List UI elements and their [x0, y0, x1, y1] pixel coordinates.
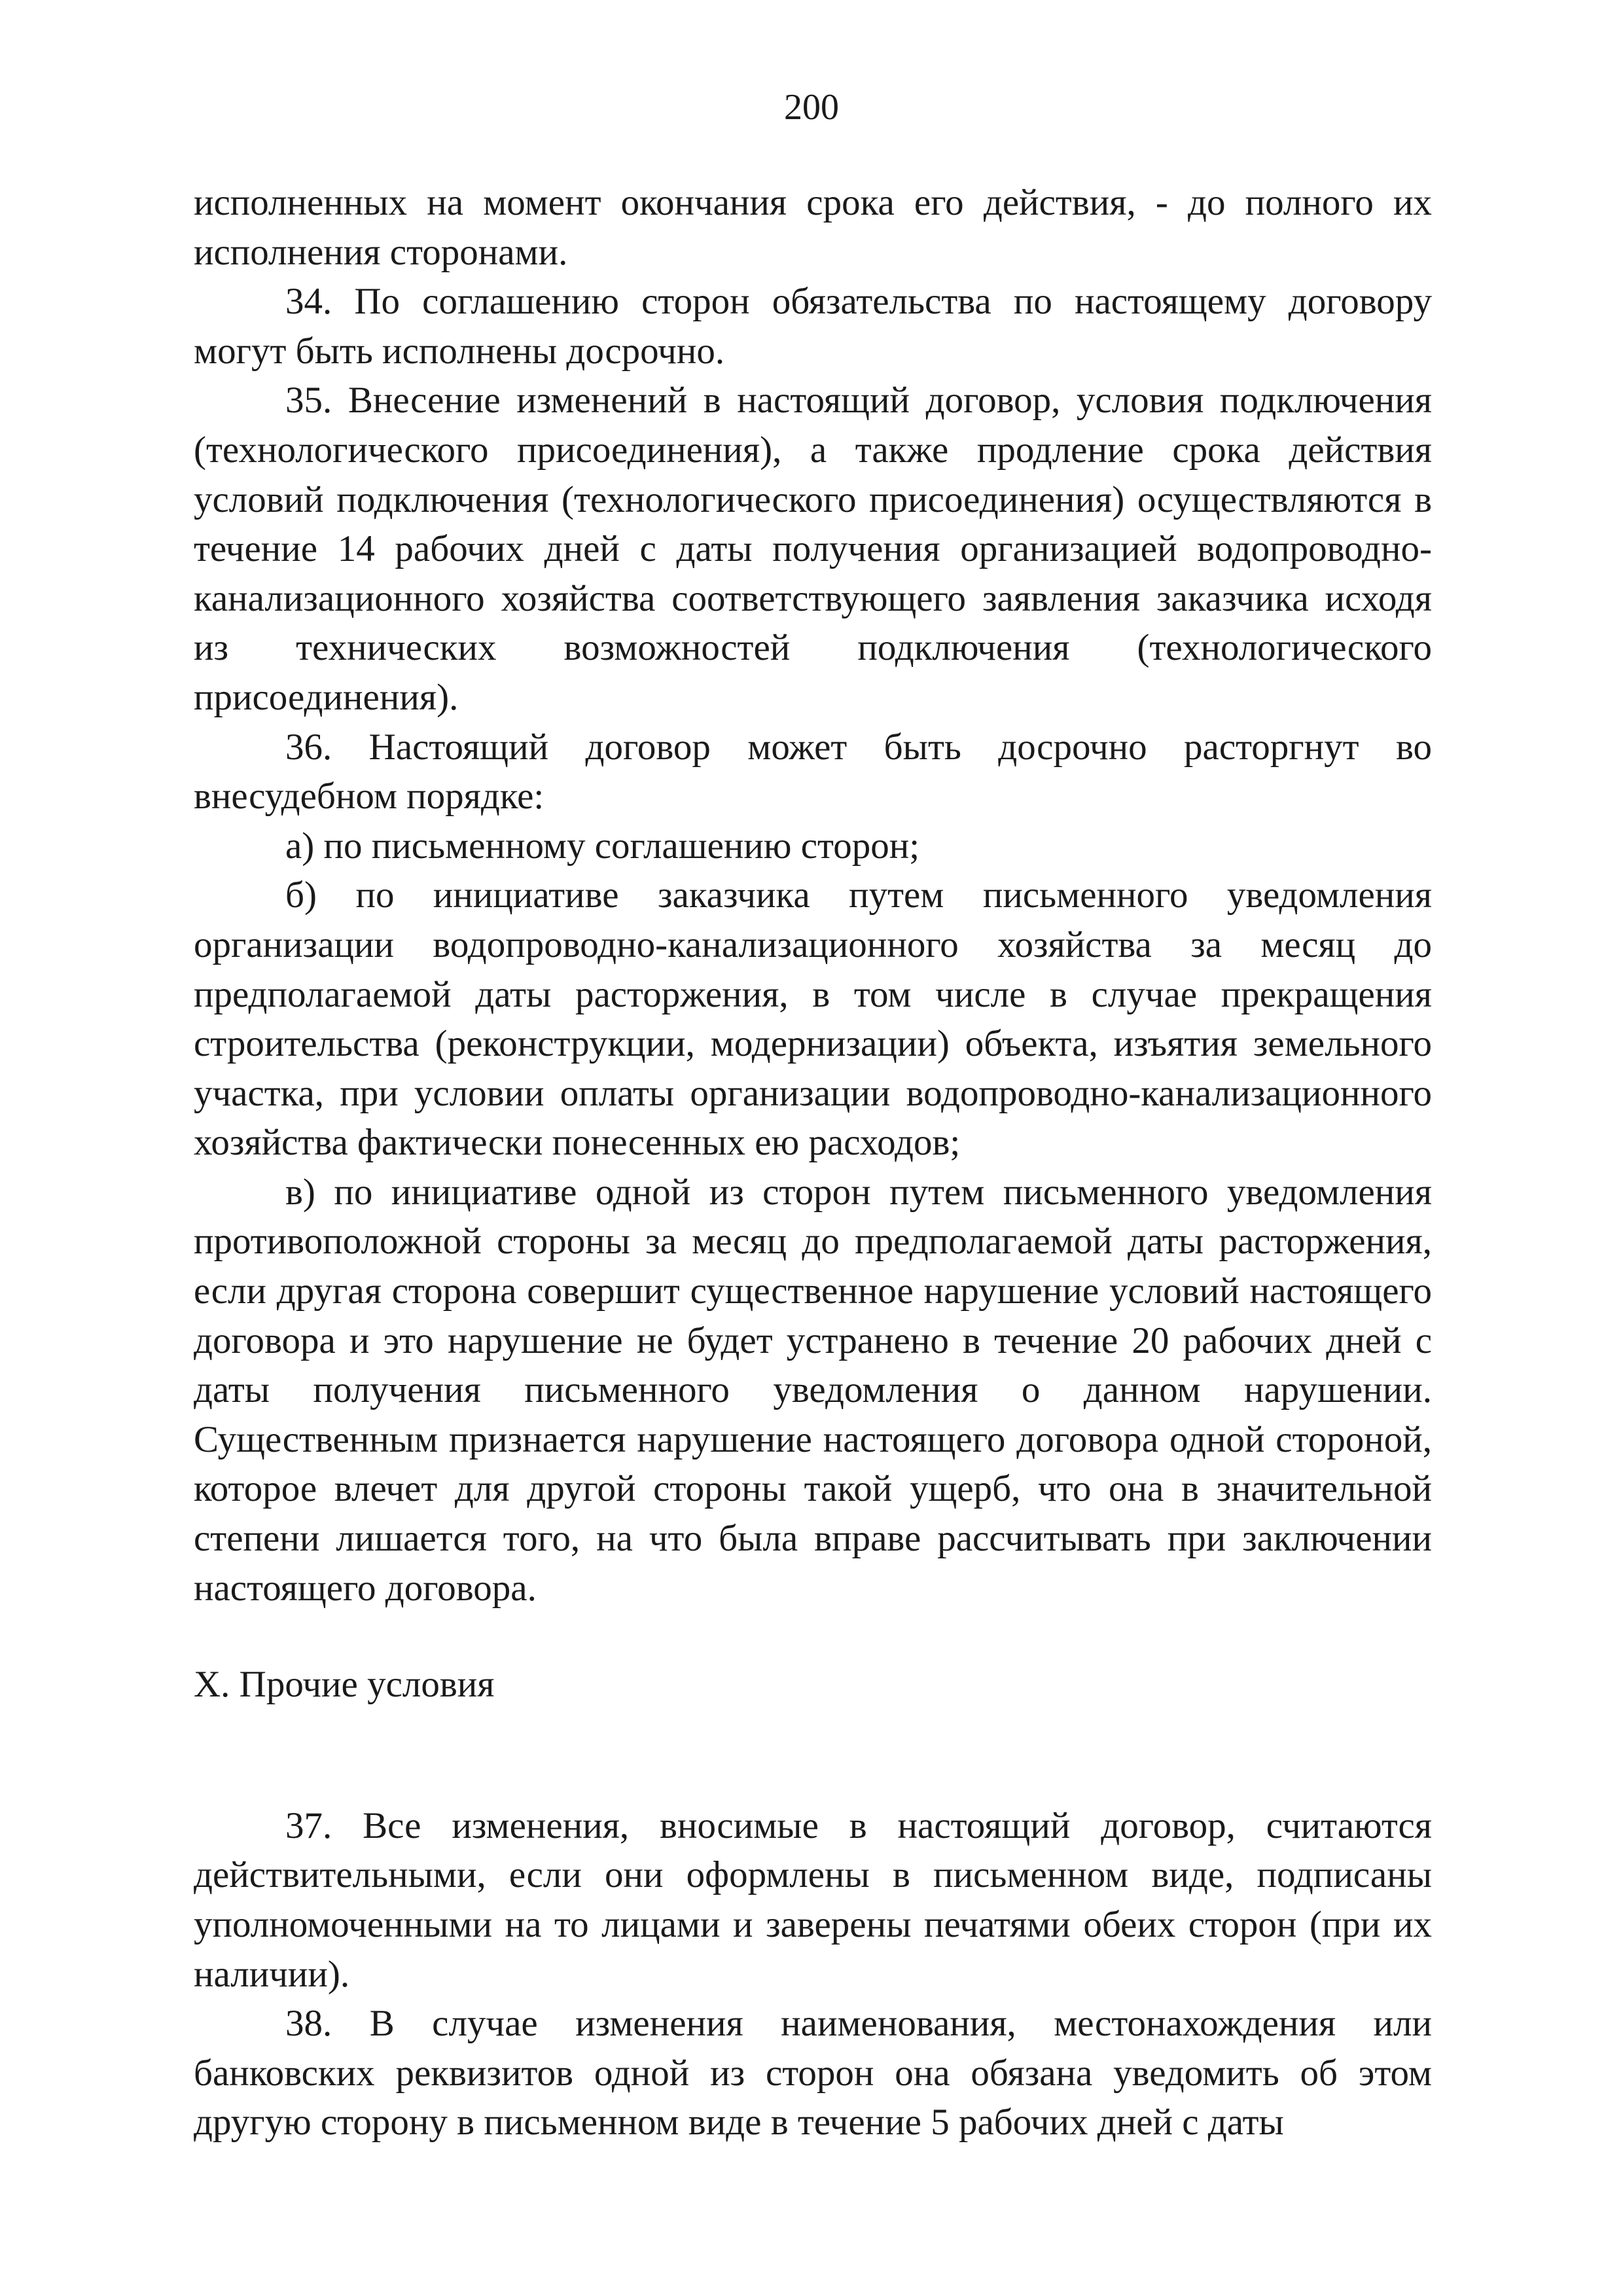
- paragraph-38: 38. В случае изменения наименования, местонахождения или банковских реквизитов одной из сторон она обязана уведомить об этом другую сторону в письменном виде в течение 5 рабочих дней с даты: [194, 2003, 1432, 2144]
- paragraph-37: 37. Все изменения, вносимые в настоящий договор, считаются действительными, если они оформлены в письменном виде, подписаны уполномоченными на то лицами и заверены печатями обеих сторон (при их наличии).: [194, 1804, 1432, 1995]
- paragraph-36-c: в) по инициативе одной из сторон путем письменного уведомления противоположной стороны за месяц до предполагаемой даты расторжения, если другая сторона совершит существенное нарушение условий настоящего договора и это нарушение не будет устранено в течение 20 рабочих дней с даты получения письменного уведомления о данном нарушении. Существенным признается нарушение настоящего договора одной стороной, которое влечет для другой стороны такой ущерб, что она в значительной степени лишается того, на что была вправе рассчитывать при заключении настоящего договора.: [194, 1171, 1432, 1609]
- paragraph-36: 36. Настоящий договор может быть досрочно расторгнут во внесудебном порядке:: [194, 726, 1432, 817]
- paragraph-36-a: а) по письменному соглашению сторон;: [285, 825, 920, 867]
- paragraph-35: 35. Внесение изменений в настоящий договор, условия подключения (технологического присоединения), а также продление срока действия условий подключения (технологического присоединения) осуществляются в течение 14 рабочих дней с даты получения организацией водопроводно-канализационного хозяйства соответствующего заявления заказчика исходя из технических возможностей подключения (технологического присоединения).: [194, 380, 1432, 718]
- page-number: 200: [784, 87, 839, 128]
- section-title: X. Прочие условия: [194, 1664, 495, 1706]
- paragraph-34: 34. По соглашению сторон обязательства по настоящему договору могут быть исполнены досрочно.: [194, 281, 1432, 372]
- document-body: [194, 178, 1432, 2147]
- paragraph-continuation: исполненных на момент окончания срока его действия, - до полного их исполнения сторонами.: [194, 182, 1432, 273]
- paragraph-36-b: б) по инициативе заказчика путем письменного уведомления организации водопроводно-канализационного хозяйства за месяц до предполагаемой даты расторжения, в том числе в случае прекращения строительства (реконструкции, модернизации) объекта, изъятия земельного участка, при условии оплаты организации водопроводно-канализационного хозяйства фактически понесенных ею расходов;: [194, 874, 1432, 1164]
